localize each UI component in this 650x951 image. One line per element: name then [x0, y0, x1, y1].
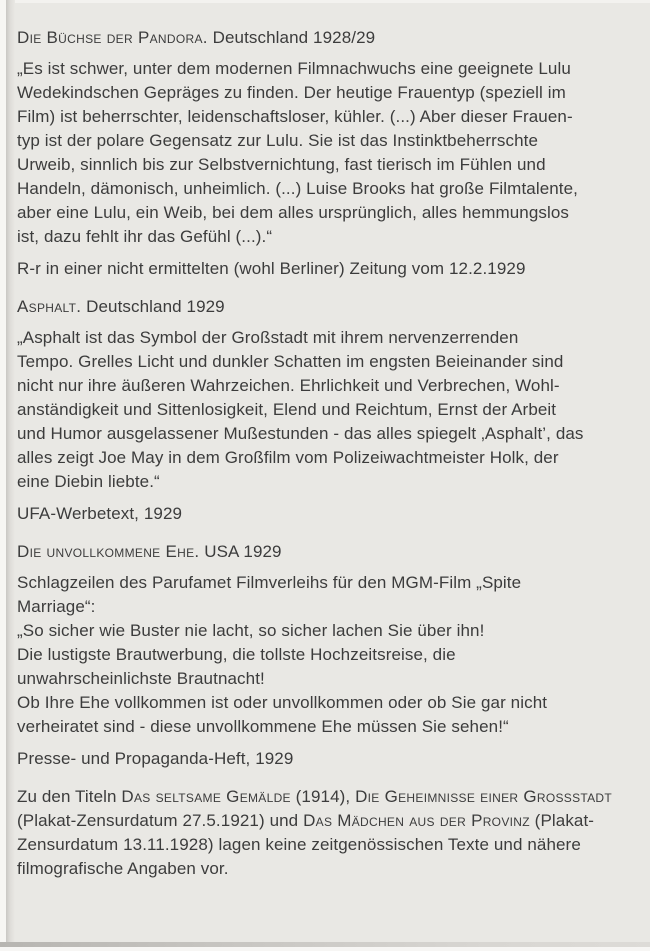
- regular-text: filmografische Angaben vor.: [17, 859, 229, 878]
- text-line: [17, 857, 629, 881]
- small-caps-film-title: Die Büchse der Pandora.: [17, 28, 208, 47]
- film-title-pandora: [17, 26, 629, 50]
- page-text-content: [17, 26, 629, 881]
- regular-text: (Plakat-Zensurdatum 27.5.1921) und: [17, 811, 304, 830]
- text-line: alles zeigt Joe May in dem Großfilm vom Polizeiwachtmeister Holk, der: [17, 448, 559, 467]
- text-line: „So sicher wie Buster nie lacht, so sicher lachen Sie über ihn!: [17, 621, 485, 640]
- text-line: und Humor ausgelassener Mußestunden - das alles spiegelt ‚Asphalt’, das: [17, 424, 584, 443]
- small-caps-film-title: Die unvollkommene Ehe.: [17, 542, 200, 561]
- source-pandora: R-r in einer nicht ermittelten (wohl Berliner) Zeitung vom 12.2.1929: [17, 259, 526, 278]
- quote-asphalt: [17, 326, 629, 494]
- small-caps-film-title: Das Mädchen aus der Provinz: [303, 811, 530, 830]
- text-line: unwahrscheinlichste Brautnacht!: [17, 669, 265, 688]
- text-line: Handeln, dämonisch, unheimlich. (...) Luise Brooks hat große Filmtalente,: [17, 179, 579, 198]
- quote-pandora: [17, 57, 629, 249]
- regular-text: Deutschland 1928/29: [207, 28, 376, 47]
- quote-unvollkommene-ehe: [17, 571, 629, 739]
- film-title-unvollkommene-ehe: [17, 540, 629, 564]
- regular-text: USA 1929: [199, 542, 282, 561]
- small-caps-film-title: Die Geheimnisse einer Grossstadt: [355, 787, 613, 806]
- regular-text: (Plakat-: [529, 811, 595, 830]
- text-line: Schlagzeilen des Parufamet Filmverleihs für den MGM-Film „Spite: [17, 573, 522, 592]
- page-bottom-edge: [0, 947, 650, 951]
- source-asphalt: UFA-Werbetext, 1929: [17, 504, 183, 523]
- text-line: Die lustigste Brautwerbung, die tollste Hochzeitsreise, die: [17, 645, 456, 664]
- regular-text: Deutschland 1929: [81, 297, 225, 316]
- text-line: typ ist der polare Gegensatz zur Lulu. Sie ist das Instinktbeherrschte: [17, 131, 539, 150]
- small-caps-film-title: Das seltsame Gemälde: [121, 787, 291, 806]
- text-line: Wedekindschen Gepräges zu finden. Der heutige Frauentyp (speziell im: [17, 83, 566, 102]
- regular-text: (1914),: [290, 787, 356, 806]
- text-line: Tempo. Grelles Licht und dunkler Schatten im engsten Beieinander sind: [17, 352, 564, 371]
- text-line: aber eine Lulu, ein Weib, bei dem alles ursprünglich, alles hemmungslos: [17, 203, 570, 222]
- text-line: nicht nur ihre äußeren Wahrzeichen. Ehrlichkeit und Verbrechen, Wohl-: [17, 376, 560, 395]
- text-line: „Asphalt ist das Symbol der Großstadt mit ihrem nervenzerrenden: [17, 328, 519, 347]
- text-line: anständigkeit und Sittenlosigkeit, Elend und Reichtum, Ernst der Arbeit: [17, 400, 557, 419]
- film-title-asphalt: [17, 295, 629, 319]
- text-line: [17, 833, 629, 857]
- text-line: Film) ist beherrschter, leidenschaftsloser, kühler. (...) Aber dieser Frauen-: [17, 107, 573, 126]
- source-unvollkommene-ehe: Presse- und Propaganda-Heft, 1929: [17, 749, 294, 768]
- text-line: „Es ist schwer, unter dem modernen Filmnachwuchs eine geeignete Lulu: [17, 59, 571, 78]
- text-line: Marriage“:: [17, 597, 96, 616]
- small-caps-film-title: Asphalt.: [17, 297, 82, 316]
- text-line: Ob Ihre Ehe vollkommen ist oder unvollkommen oder ob Sie gar nicht: [17, 693, 548, 712]
- regular-text: Zensurdatum 13.11.1928) lagen keine zeitgenössischen Texte und nähere: [17, 835, 581, 854]
- text-line: Urweib, sinnlich bis zur Selbstvernichtung, fast tierisch im Fühlen und: [17, 155, 546, 174]
- closing-note: [17, 785, 629, 881]
- page-top-edge: [0, 0, 650, 3]
- text-line: verheiratet sind - diese unvollkommene Ehe müssen Sie sehen!“: [17, 717, 509, 736]
- regular-text: Zu den Titeln: [17, 787, 122, 806]
- text-line: [17, 809, 629, 833]
- text-line: ist, dazu fehlt ihr das Gefühl (...).“: [17, 227, 273, 246]
- page-left-edge-shadow: [6, 0, 15, 951]
- text-line: [17, 785, 629, 809]
- text-line: eine Diebin liebte.“: [17, 472, 160, 491]
